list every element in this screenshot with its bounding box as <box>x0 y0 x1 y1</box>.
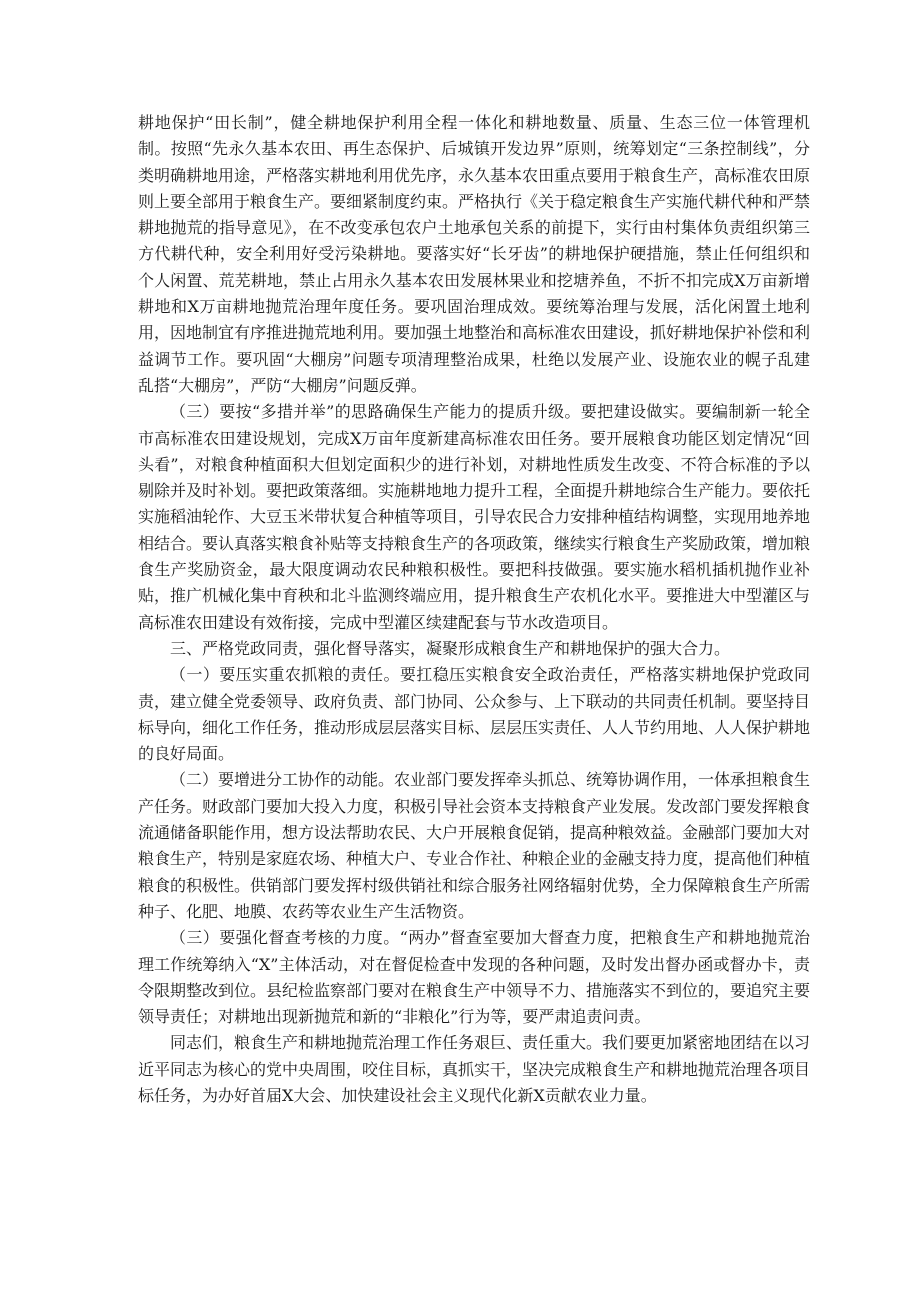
body-paragraph-1: 耕地保护“田长制”，健全耕地保护利用全程一体化和耕地数量、质量、生态三位一体管理机制。按照“先永久基本农田、再生态保护、后城镇开发边界”原则，统筹划定“三条控制线”，分类明确耕地用途，严格落实耕地利用优先序，永久基本农田重点要用于粮食生产，高标准农田原则上要全部用于粮食生产。要细紧制度约束。严格执行《关于稳定粮食生产实施代耕代种和严禁耕地抛荒的指导意见》，在不改变承包农户土地承包关系的前提下，实行由村集体负责组织第三方代耕代种，安全利用好受污染耕地。要落实好“长牙齿”的耕地保护硬措施，禁止任何组织和个人闲置、荒芜耕地，禁止占用永久基本农田发展林果业和挖塘养鱼，不折不扣完成X万亩新增耕地和X万亩耕地抛荒治理年度任务。要巩固治理成效。要统筹治理与发展，活化闲置土地利用，因地制宜有序推进抛荒地利用。要加强土地整治和高标准农田建设，抓好耕地保护补偿和利益调节工作。要巩固“大棚房”问题专项清理整治成果，杜绝以发展产业、设施农业的幌子乱建乱搭“大棚房”，严防“大棚房”问题反弹。 <box>138 113 811 395</box>
body-paragraph-4: （一）要压实重农抓粮的责任。要扛稳压实粮食安全政治责任，严格落实耕地保护党政同责，建立健全党委领导、政府负责、部门协同、公众参与、上下联动的共同责任机制。要坚持目标导向，细化工作任务，推动形成层层落实目标、层层压实责任、人人节约用地、人人保护耕地的良好局面。 <box>138 665 811 764</box>
section-heading-3: 三、严格党政同责，强化督导落实，凝聚形成粮食生产和耕地保护的强大合力。 <box>170 638 731 658</box>
closing-paragraph: 同志们，粮食生产和耕地抛荒治理工作任务艰巨、责任重大。我们要更加紧密地团结在以习近平同志为核心的党中央周围，咬住目标，真抓实干，坚决完成粮食生产和耕地抛荒治理各项目标任务，为办好首届X大会、加快建设社会主义现代化新X贡献农业力量。 <box>138 1033 811 1105</box>
body-paragraph-5: （二）要增进分工协作的动能。农业部门要发挥牵头抓总、统筹协调作用，一体承担粮食生产任务。财政部门要加大投入力度，积极引导社会资本支持粮食产业发展。发改部门要发挥粮食流通储备职能作用，想方设法帮助农民、大户开展粮食促销，提高种粮效益。金融部门要加大对粮食生产，特别是家庭农场、种植大户、专业合作社、种粮企业的金融支持力度，提高他们种植粮食的积极性。供销部门要发挥村级供销社和综合服务社网络辐射优势，全力保障粮食生产所需种子、化肥、地膜、农药等农业生产生活物资。 <box>138 770 811 921</box>
document-body <box>138 110 810 1109</box>
body-paragraph-2: （三）要按“多措并举”的思路确保生产能力的提质升级。要把建设做实。要编制新一轮全市高标准农田建设规划，完成X万亩年度新建高标准农田任务。要开展粮食功能区划定情况“回头看”，对粮食种植面积大但划定面积少的进行补划，对耕地性质发生改变、不符合标准的予以剔除并及时补划。要把政策落细。实施耕地地力提升工程，全面提升耕地综合生产能力。要依托实施稻油轮作、大豆玉米带状复合种植等项目，引导农民合力安排种植结构调整，实现用地养地相结合。要认真落实粮食补贴等支持粮食生产的各项政策，继续实行粮食生产奖励政策，增加粮食生产奖励资金，最大限度调动农民种粮积极性。要把科技做强。要实施水稻机插机抛作业补贴，推广机械化集中育秧和北斗监测终端应用，提升粮食生产农机化水平。要推进大中型灌区与高标准农田建设有效衔接，完成中型灌区续建配套与节水改造项目。 <box>138 402 811 632</box>
body-paragraph-6: （三）要强化督查考核的力度。“两办”督查室要加大督查力度，把粮食生产和耕地抛荒治理工作统筹纳入“X”主体活动，对在督促检查中发现的各种问题，及时发出督办函或督办卡，责令限期整改到位。县纪检监察部门要对在粮食生产中领导不力、措施落实不到位的，要追究主要领导责任；对耕地出现新抛荒和新的“非粮化”行为等，要严肃追责问责。 <box>138 928 811 1027</box>
